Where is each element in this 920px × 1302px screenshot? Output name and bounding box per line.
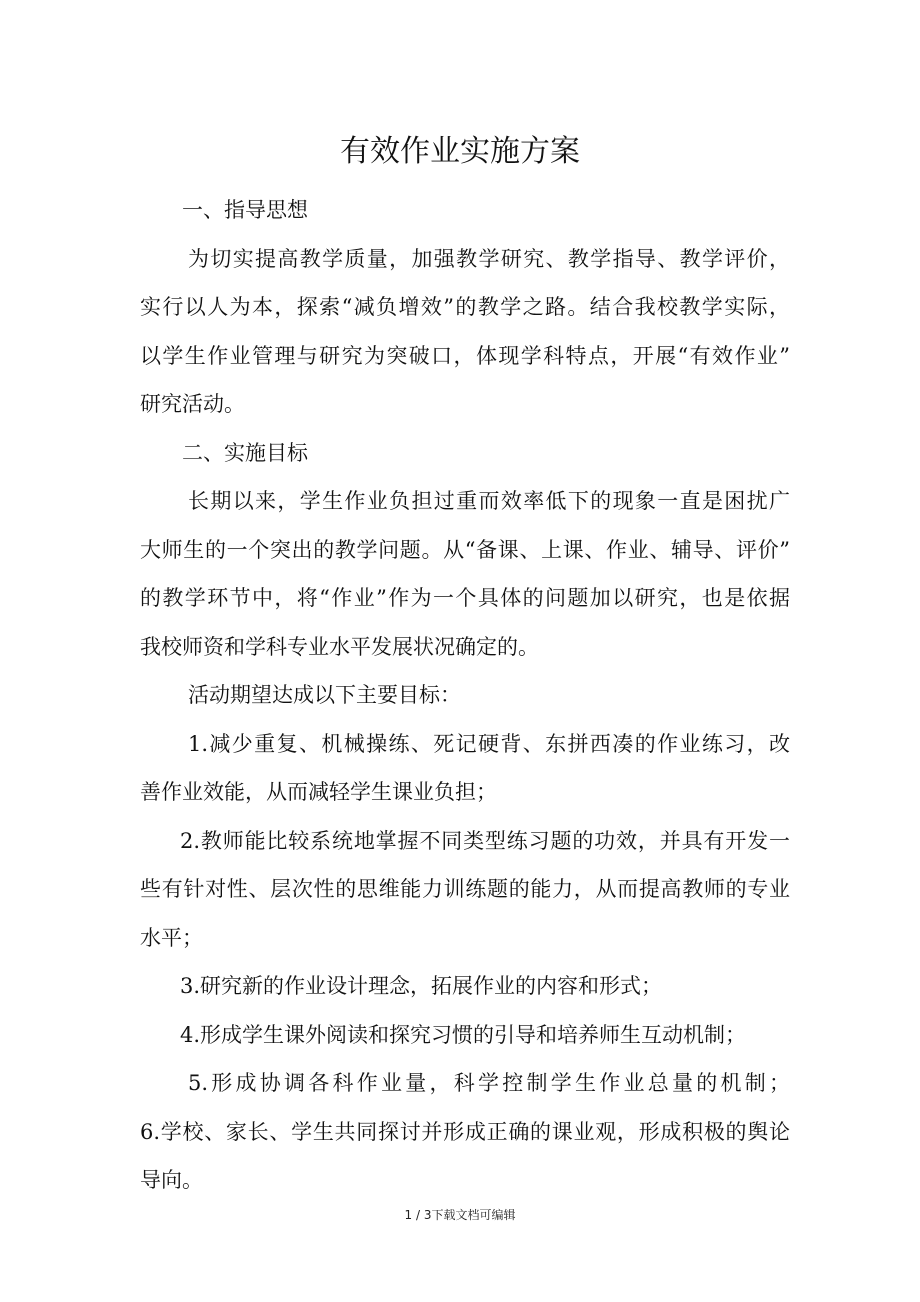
paragraph-line: 实行以人为本，探索“减负增效”的教学之路。结合我校教学实际， (140, 295, 790, 319)
section-heading-guiding-thought: 一、指导思想 (182, 198, 308, 222)
goal-item-6-line: 导向。 (140, 1168, 203, 1192)
paragraph-line: 以学生作业管理与研究为突破口，体现学科特点，开展“有效作业” (140, 343, 790, 368)
goal-item-1-line: 1.减少重复、机械操练、死记硬背、东拼西凑的作业练习，改 (188, 731, 790, 756)
document-title: 有效作业实施方案 (340, 134, 580, 169)
document-body (140, 186, 790, 1205)
paragraph-line: 的教学环节中，将“作业”作为一个具体的问题加以研究，也是依据 (140, 586, 790, 610)
goals-intro-line: 活动期望达成以下主要目标： (188, 683, 461, 707)
paragraph-line: 大师生的一个突出的教学问题。从“备课、上课、作业、辅导、评价” (140, 537, 790, 562)
goal-item-6-line: 6.学校、家长、学生共同探讨并形成正确的课业观，形成积极的舆论 (140, 1119, 790, 1144)
goal-item-2-line: 些有针对性、层次性的思维能力训练题的能力，从而提高教师的专业 (140, 877, 790, 901)
goal-item-1-line: 善作业效能，从而减轻学生课业负担； (140, 780, 497, 804)
paragraph-line: 长期以来，学生作业负担过重而效率低下的现象一直是困扰广 (188, 489, 790, 513)
goal-item-2-line: 水平； (140, 925, 203, 950)
goal-item-4-line: 4.形成学生课外阅读和探究习惯的引导和培养师生互动机制； (180, 1022, 747, 1047)
page-footer: 1 / 3下载文档可编辑 (404, 1208, 516, 1222)
paragraph-line: 我校师资和学科专业水平发展状况确定的。 (140, 634, 539, 659)
goal-item-2-line: 2.教师能比较系统地掌握不同类型练习题的功效，并具有开发一 (180, 828, 790, 853)
paragraph-line: 研究活动。 (140, 392, 245, 416)
goal-item-5-line: 5.形成协调各科作业量，科学控制学生作业总量的机制； (188, 1071, 790, 1095)
section-heading-implementation-goals: 二、实施目标 (182, 440, 308, 465)
goal-item-3-line: 3.研究新的作业设计理念，拓展作业的内容和形式； (180, 974, 663, 998)
paragraph-line: 为切实提高教学质量，加强教学研究、教学指导、教学评价， (188, 246, 790, 271)
